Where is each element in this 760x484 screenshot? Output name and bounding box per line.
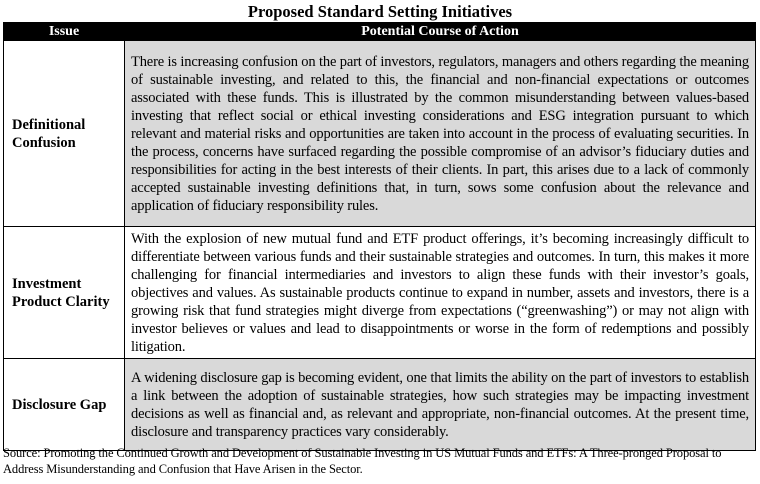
table-row xyxy=(4,227,756,359)
action-disclosure-gap: A widening disclosure gap is becoming evident, one that limits the ability on the part of investors to establish a link between the adoption of sustainable strategies, how such strategies may be impacting investment decisions as well as financial and, as relevant and appropriate, non-financial outcomes. At the present time, disclosure and transparency practices vary considerably. xyxy=(125,359,756,451)
issue-definitional-confusion: Definitional Confusion xyxy=(4,41,125,227)
issue-disclosure-gap: Disclosure Gap xyxy=(4,359,125,451)
table-title: Proposed Standard Setting Initiatives xyxy=(247,2,513,21)
table-row xyxy=(4,359,756,451)
action-definitional-confusion: There is increasing confusion on the part of investors, regulators, managers and others regarding the meaning of sustainable investing, and related to this, the financial and non-financial expectations or outcomes associated with these funds. This is illustrated by the common misunderstanding between values-based investing that reflect social or ethical investing considerations and ESG integration pursuant to which relevant and material risks and opportunities are taken into account in the process of evaluating securities. In the process, concerns have surfaced regarding the possible compromise of an advisor’s fiduciary duties and responsibilities for acting in the best interests of their clients. In part, this arises due to a lack of commonly accepted sustainable investing definitions that, in turn, sows some confusion about the relevance and application of fiduciary responsibility rules. xyxy=(125,41,756,227)
header-issue: Issue xyxy=(4,23,125,41)
table-row xyxy=(4,41,756,227)
action-investment-product-clarity: With the explosion of new mutual fund and ETF product offerings, it’s becoming increasingly difficult to differentiate between various funds and their sustainable strategies and outcomes. In turn, this makes it more challenging for financial intermediaries and investors to align these funds with their investor’s goals, objectives and values. As sustainable products continue to expand in number, assets and investors, there is a growing risk that fund strategies might diverge from expectations (“greenwashing”) or may not align with investor believes or values and lead to disappointments or worse in the form of redemptions and possibly litigation. xyxy=(125,227,756,359)
issue-investment-product-clarity: Investment Product Clarity xyxy=(4,227,125,359)
source-citation: Source: Promoting the Continued Growth and Development of Sustainable Investing in US Mutual Funds and ETFs: A Three-pronged Proposal to Address Misunderstanding and Confusion that Have Arisen in the Sector. xyxy=(3,446,722,476)
initiatives-table xyxy=(3,22,756,451)
table-header-row xyxy=(4,23,756,41)
header-course-of-action: Potential Course of Action xyxy=(125,23,756,41)
